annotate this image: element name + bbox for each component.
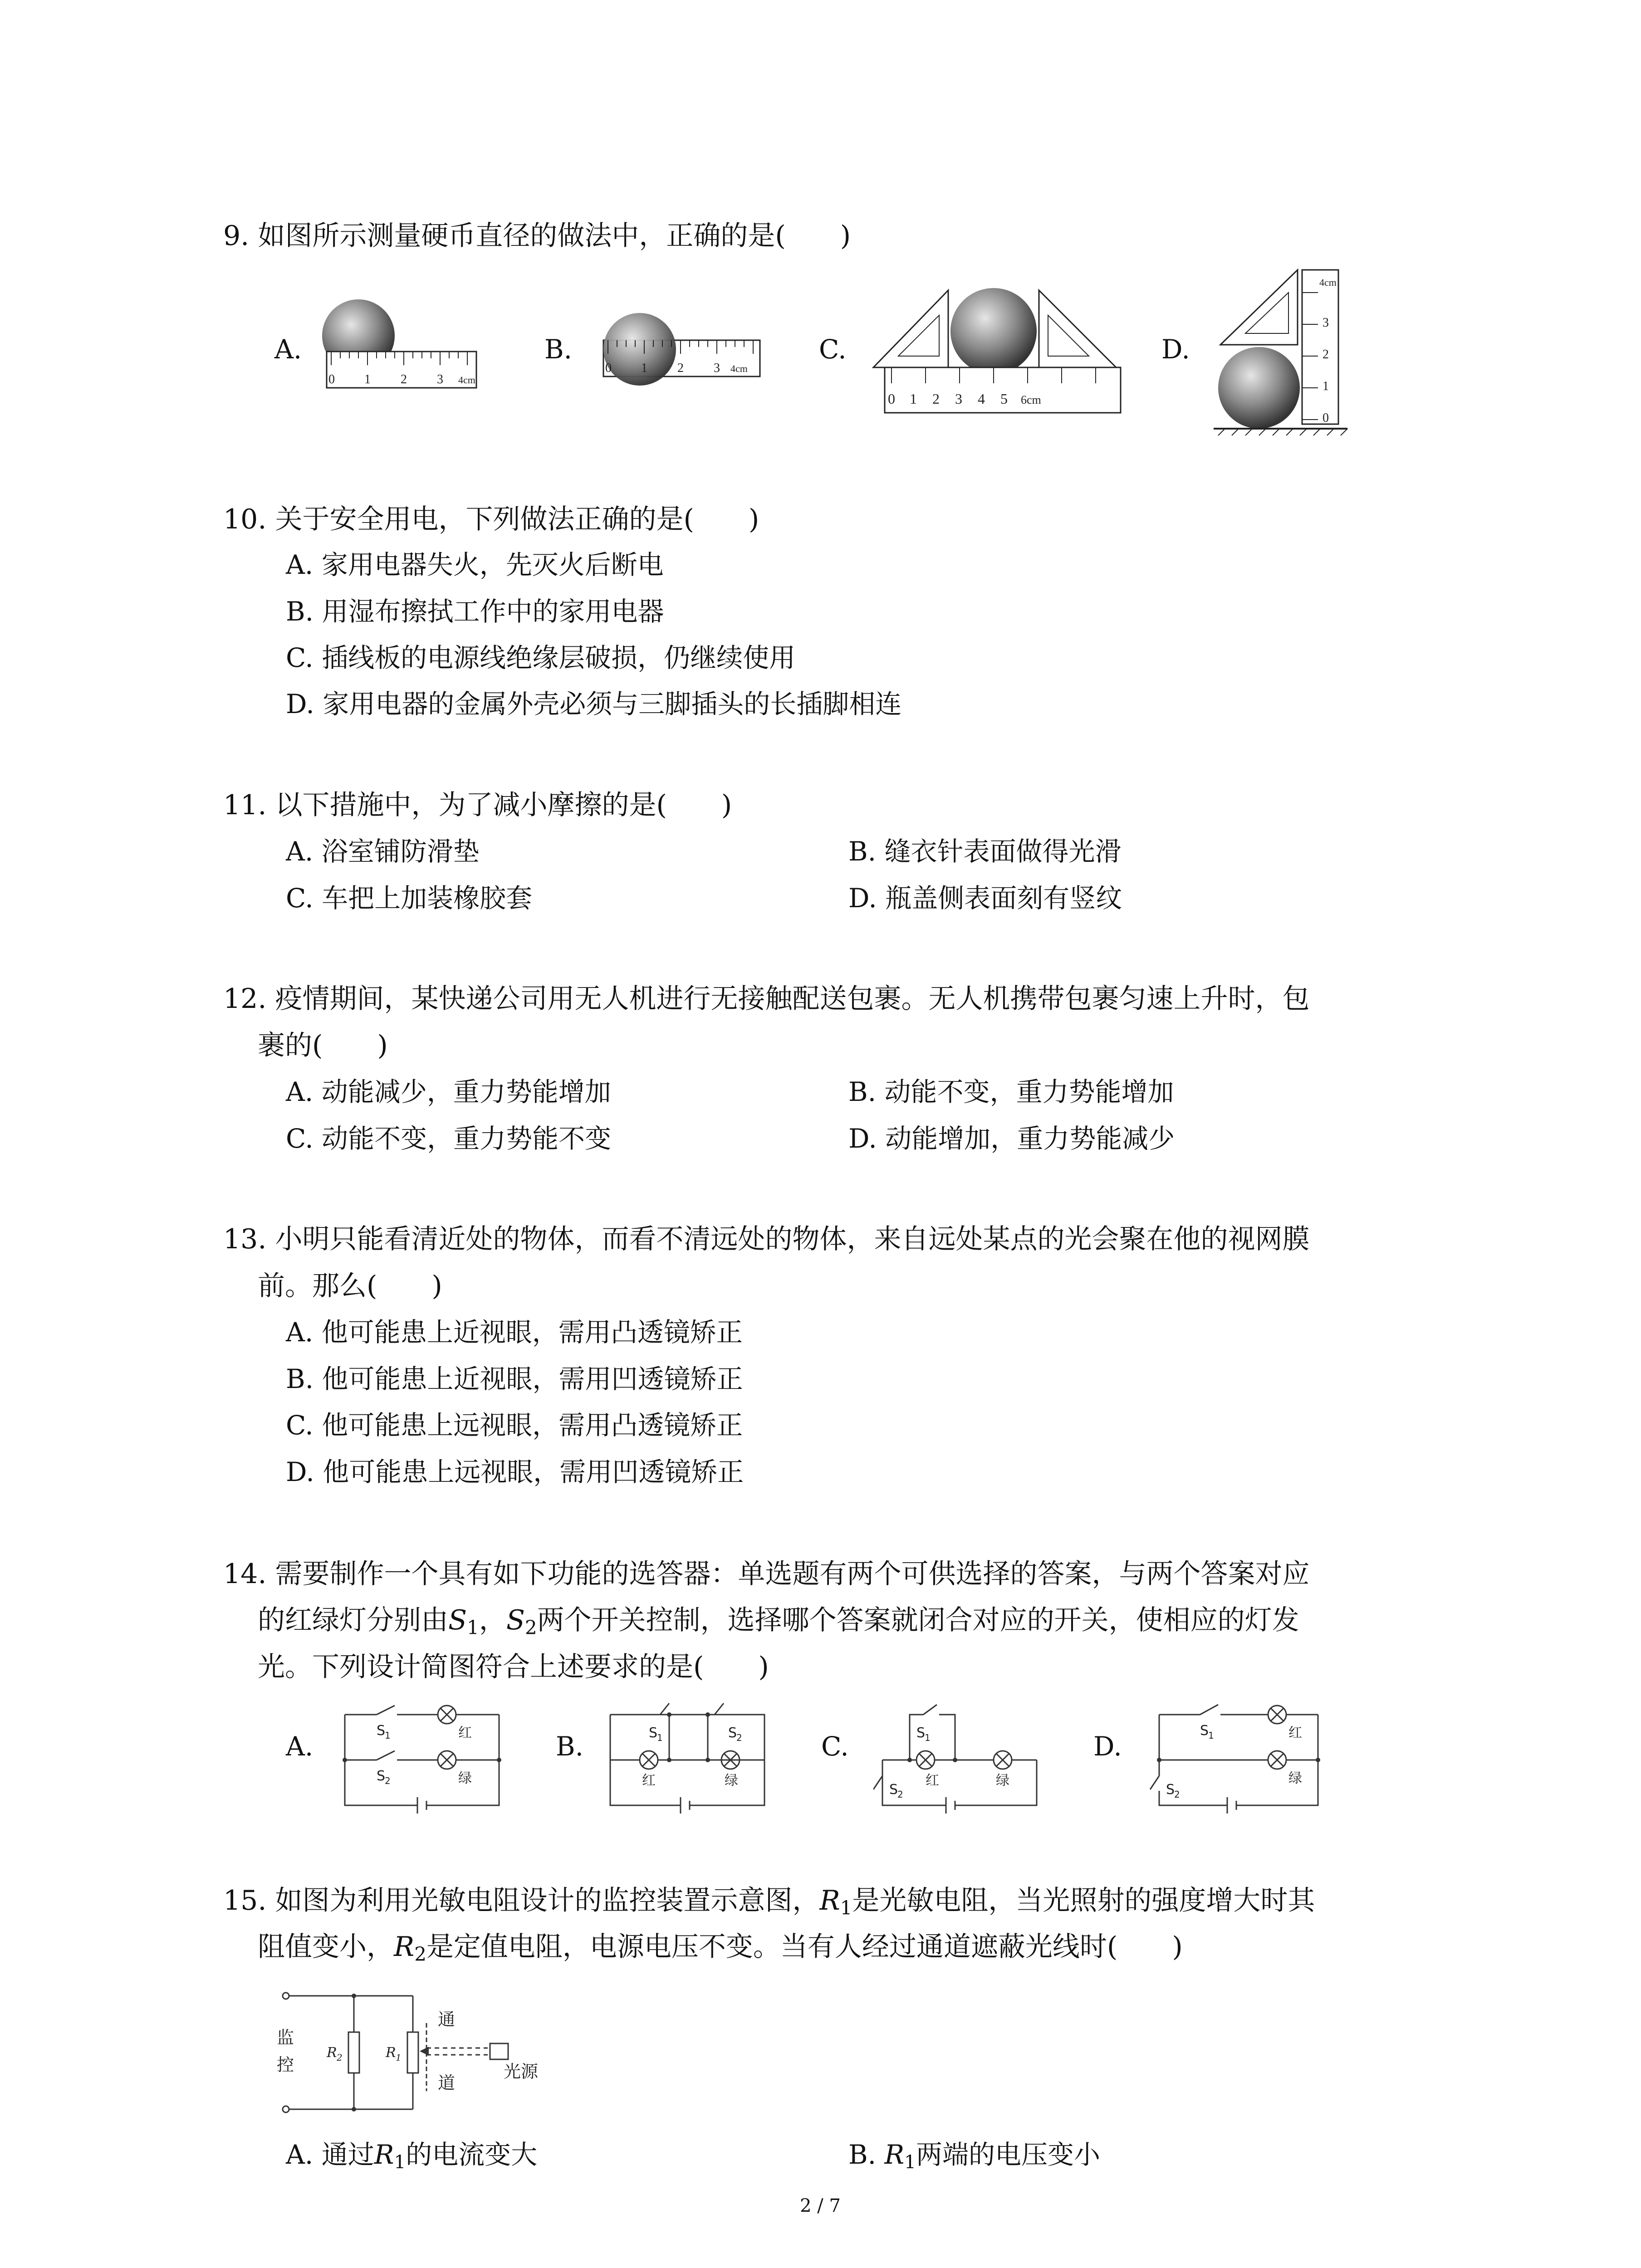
svg-text:红: 红: [642, 1773, 656, 1789]
svg-text:控: 控: [277, 2055, 294, 2075]
svg-text:道: 道: [438, 2073, 456, 2093]
q9-figure-b: [594, 304, 762, 395]
q12-option-b: B. 动能不变，重力势能增加: [848, 1076, 1174, 1107]
q15-monitor-circuit: [277, 1987, 585, 2118]
q9-stem: 9. 如图所示测量硬币直径的做法中，正确的是( ): [223, 220, 851, 252]
svg-text:1: 1: [364, 372, 371, 386]
svg-text:2: 2: [897, 1789, 903, 1800]
svg-text:S: S: [728, 1725, 737, 1741]
svg-text:S: S: [916, 1725, 926, 1741]
q13-option-b: B. 他可能患上近视眼，需用凹透镜矫正: [286, 1364, 743, 1394]
coin-icon: [1218, 347, 1300, 429]
svg-text:绿: 绿: [725, 1773, 738, 1789]
svg-text:光源: 光源: [504, 2062, 539, 2082]
q9-option-c-label: C.: [819, 334, 847, 365]
svg-text:R: R: [327, 2045, 337, 2061]
q10-option-a: A. 家用电器失火，先灭火后断电: [286, 549, 664, 580]
svg-text:2: 2: [1323, 347, 1329, 362]
svg-text:监: 监: [277, 2028, 294, 2048]
svg-text:3: 3: [1323, 316, 1329, 330]
q10-option-b: B. 用湿布擦拭工作中的家用电器: [286, 596, 664, 627]
svg-text:3: 3: [437, 372, 443, 386]
svg-text:2: 2: [337, 2052, 343, 2063]
q13-option-a: A. 他可能患上近视眼，需用凸透镜矫正: [286, 1317, 743, 1348]
q15-option-b: B. $R_1$两端的电压变小: [848, 2139, 1101, 2173]
svg-text:3: 3: [955, 391, 962, 407]
svg-text:4cm: 4cm: [1319, 277, 1337, 288]
q12-option-a: A. 动能减少，重力势能增加: [286, 1076, 611, 1107]
svg-text:S: S: [1166, 1782, 1175, 1798]
q11-option-c: C. 车把上加装橡胶套: [286, 883, 533, 914]
q14-option-c-label: C.: [821, 1731, 849, 1762]
q9-option-b-label: B.: [544, 334, 573, 365]
svg-text:红: 红: [926, 1773, 939, 1789]
page-number: 2 / 7: [800, 2195, 841, 2216]
svg-text:S: S: [649, 1725, 658, 1741]
svg-text:3: 3: [714, 361, 720, 375]
q14-circuit-d: [1146, 1692, 1327, 1819]
svg-text:1: 1: [1323, 379, 1329, 393]
q14-stem-line1: 14. 需要制作一个具有如下功能的选答器：单选题有两个可供选择的答案，与两个答案对应: [223, 1558, 1310, 1590]
svg-text:1: 1: [657, 1732, 663, 1743]
svg-text:1: 1: [925, 1732, 931, 1743]
q14-option-b-label: B.: [556, 1731, 584, 1762]
svg-text:5: 5: [1000, 391, 1008, 407]
svg-text:S: S: [889, 1782, 898, 1798]
svg-text:2: 2: [385, 1775, 391, 1786]
svg-text:绿: 绿: [458, 1770, 472, 1786]
svg-text:2: 2: [932, 391, 940, 407]
q15-stem-line1: 15. 如图为利用光敏电阻设计的监控装置示意图，$R_1$是光敏电阻，当光照射的强度增大时其: [223, 1885, 1315, 1919]
svg-text:4: 4: [978, 391, 985, 407]
q9-figure-c: [871, 277, 1148, 417]
q14-circuit-b: [606, 1692, 774, 1819]
q14-circuit-c: [873, 1692, 1046, 1819]
q9-option-a-label: A.: [274, 334, 302, 365]
svg-text:红: 红: [1288, 1725, 1302, 1741]
q12-option-d: D. 动能增加，重力势能减少: [848, 1123, 1175, 1154]
q9-figure-a: [322, 297, 481, 401]
q13-option-c: C. 他可能患上远视眼，需用凸透镜矫正: [286, 1410, 743, 1441]
q13-option-d: D. 他可能患上远视眼，需用凹透镜矫正: [286, 1457, 744, 1487]
svg-text:1: 1: [1208, 1730, 1214, 1741]
svg-text:1: 1: [641, 361, 647, 375]
svg-text:通: 通: [438, 2009, 456, 2029]
q10-option-c: C. 插线板的电源线绝缘层破损，仍继续使用: [286, 642, 796, 673]
svg-text:0: 0: [328, 372, 335, 386]
svg-text:1: 1: [396, 2052, 402, 2063]
q10-option-d: D. 家用电器的金属外壳必须与三脚插头的长插脚相连: [286, 689, 902, 719]
svg-text:0: 0: [605, 361, 612, 375]
q11-option-a: A. 浴室铺防滑垫: [286, 836, 480, 867]
q15-stem-line2: 阻值变小，$R_2$是定值电阻，电源电压不变。当有人经过通道遮蔽光线时( ): [258, 1931, 1183, 1965]
svg-text:1: 1: [910, 391, 917, 407]
q13-stem-line2: 前。那么( ): [258, 1270, 442, 1302]
svg-text:R: R: [386, 2045, 396, 2061]
svg-text:绿: 绿: [1288, 1770, 1302, 1786]
svg-text:2: 2: [401, 372, 407, 386]
svg-text:S: S: [377, 1768, 386, 1784]
svg-text:2: 2: [677, 361, 684, 375]
q11-option-d: D. 瓶盖侧表面刻有竖纹: [848, 883, 1122, 914]
q14-stem-line2: 的红绿灯分别由$S_1$，$S_2$两个开关控制，选择哪个答案就闭合对应的开关，使相应的灯发: [258, 1604, 1299, 1639]
q9-option-d-label: D.: [1161, 334, 1190, 365]
svg-text:2: 2: [736, 1732, 742, 1743]
coin-icon: [603, 313, 676, 386]
svg-text:4cm: 4cm: [458, 374, 475, 386]
q12-stem-line1: 12. 疫情期间，某快递公司用无人机进行无接触配送包裹。无人机携带包裹匀速上升时，包: [223, 983, 1310, 1015]
q11-stem: 11. 以下措施中，为了减小摩擦的是( ): [223, 789, 732, 821]
q9-figure-d: [1211, 265, 1366, 438]
q12-option-c: C. 动能不变，重力势能不变: [286, 1123, 612, 1154]
q15-option-a: A. 通过$R_1$的电流变大: [286, 2139, 538, 2173]
svg-text:0: 0: [888, 391, 895, 407]
q11-option-b: B. 缝衣针表面做得光滑: [848, 836, 1122, 867]
q13-stem-line1: 13. 小明只能看清近处的物体，而看不清远处的物体，来自远处某点的光会聚在他的视网膜: [223, 1223, 1310, 1255]
svg-text:2: 2: [1174, 1789, 1180, 1800]
coin-icon: [950, 288, 1037, 374]
svg-text:6cm: 6cm: [1021, 393, 1041, 406]
q14-option-d-label: D.: [1093, 1731, 1122, 1762]
svg-text:S: S: [377, 1723, 386, 1739]
svg-text:S: S: [1200, 1723, 1209, 1739]
svg-text:0: 0: [1323, 411, 1329, 425]
svg-text:1: 1: [385, 1730, 391, 1741]
q12-stem-line2: 裹的( ): [258, 1030, 388, 1061]
q14-circuit-a: [336, 1692, 508, 1819]
svg-text:红: 红: [458, 1725, 472, 1741]
q14-stem-line3: 光。下列设计简图符合上述要求的是( ): [258, 1651, 769, 1683]
q10-stem: 10. 关于安全用电，下列做法正确的是( ): [223, 503, 759, 535]
svg-text:绿: 绿: [996, 1773, 1009, 1789]
q14-option-a-label: A.: [286, 1731, 314, 1762]
svg-text:4cm: 4cm: [730, 363, 748, 374]
